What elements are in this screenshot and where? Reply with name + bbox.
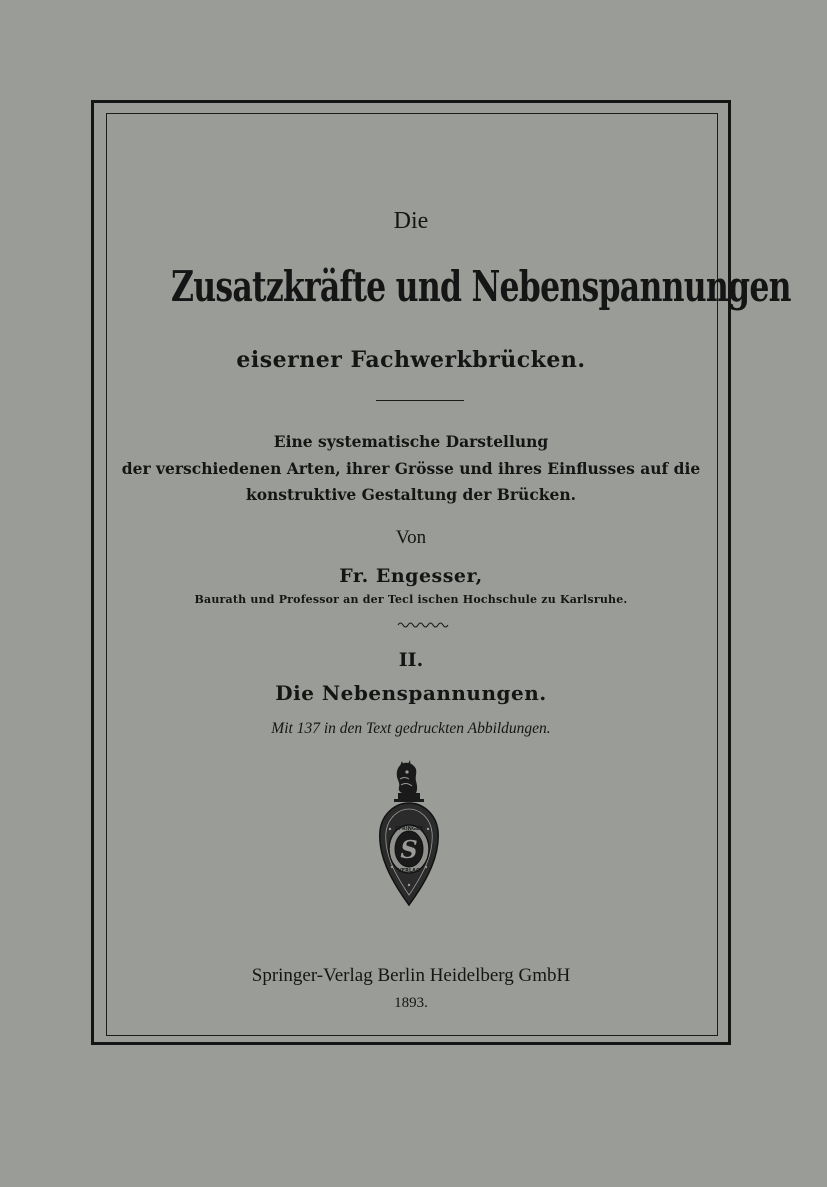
springer-horse-crest-icon — [376, 759, 442, 909]
author-name: Fr. Engesser, — [339, 565, 483, 587]
part-number: II. — [398, 649, 424, 671]
divider-rule — [376, 400, 464, 401]
by-label: Von — [395, 527, 427, 548]
description-line-1: Eine systematische Darstellung — [273, 432, 549, 451]
wavy-divider-ornament — [397, 620, 451, 630]
title-article: Die — [393, 208, 429, 234]
part-title: Die Nebenspannungen. — [275, 681, 547, 705]
description-line-2: der verschiedenen Arten, ihrer Grösse und ihres Einflusses auf die — [121, 459, 701, 478]
subtitle: eiserner Fachwerkbrücken. — [236, 347, 586, 373]
illustrations-note: Mit 137 in den Text gedruckten Abbildungen. — [271, 720, 551, 737]
author-affiliation: Baurath und Professor an der Tecl ischen Hochschule zu Karlsruhe. — [194, 593, 628, 606]
publisher-name: Springer-Verlag Berlin Heidelberg GmbH — [251, 965, 571, 986]
svg-text:VERLAG: VERLAG — [397, 868, 421, 874]
description-line-3: konstruktive Gestaltung der Brücken. — [245, 485, 577, 504]
svg-text:SPRINGER: SPRINGER — [394, 826, 424, 832]
publication-year: 1893. — [394, 995, 428, 1011]
main-title: Zusatzkräfte und Nebenspannungen — [171, 262, 791, 311]
crest-monogram: S — [400, 835, 418, 864]
